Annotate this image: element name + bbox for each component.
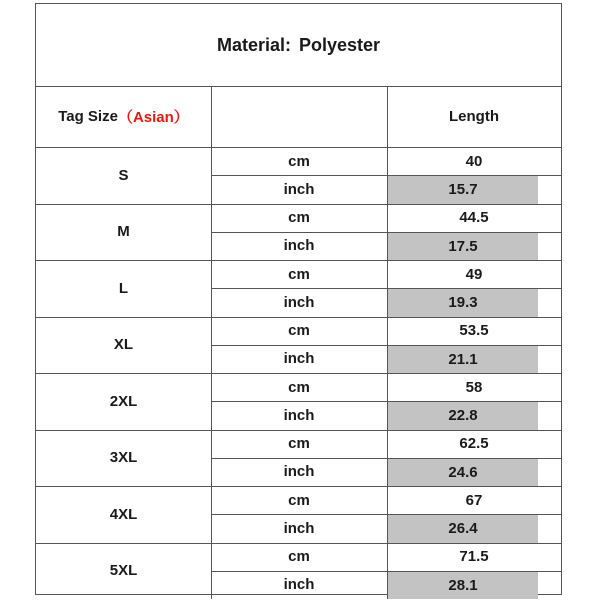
- row-mid-divider: [211, 175, 561, 176]
- length-inch-value: 17.5: [388, 233, 538, 260]
- column-divider: [387, 147, 388, 599]
- length-cm-value: 40: [465, 152, 483, 170]
- unit-inch-label: inch: [283, 350, 315, 368]
- header-divider-2: [387, 86, 388, 147]
- unit-cm-label: cm: [288, 435, 310, 453]
- tag-size-header: [36, 86, 211, 146]
- length-inch-value: 19.3: [388, 289, 538, 316]
- unit-inch-label: inch: [283, 237, 315, 255]
- unit-inch-label: inch: [283, 406, 315, 424]
- size-cell: M: [117, 223, 130, 241]
- unit-inch-label: inch: [283, 293, 315, 311]
- row-mid-divider: [211, 458, 561, 459]
- unit-cm-label: cm: [288, 378, 310, 396]
- size-cell: XL: [113, 336, 134, 354]
- length-inch-value: 21.1: [388, 346, 538, 373]
- tag-size-region: （Asian）: [117, 108, 189, 126]
- unit-cm-label: cm: [288, 491, 310, 509]
- length-cm-value: 67: [465, 491, 483, 509]
- size-cell: 2XL: [109, 392, 138, 410]
- column-divider: [211, 147, 212, 599]
- row-mid-divider: [211, 514, 561, 515]
- unit-cm-label: cm: [288, 322, 310, 340]
- length-cm-value: 44.5: [459, 209, 489, 227]
- unit-cm-label: cm: [288, 265, 310, 283]
- row-mid-divider: [211, 232, 561, 233]
- unit-cm-label: cm: [288, 548, 310, 566]
- material-title: [36, 4, 561, 87]
- size-cell: S: [118, 166, 129, 184]
- material-label: Material:: [216, 34, 291, 55]
- row-mid-divider: [211, 401, 561, 402]
- unit-inch-label: inch: [283, 180, 315, 198]
- material-value: Polyester: [298, 34, 381, 55]
- length-inch-value: 15.7: [388, 176, 538, 203]
- header-divider-1: [211, 86, 212, 147]
- unit-inch-label: inch: [283, 519, 315, 537]
- length-cm-value: 71.5: [459, 548, 489, 566]
- length-cm-value: 49: [465, 265, 483, 283]
- row-mid-divider: [211, 288, 561, 289]
- size-cell: 3XL: [109, 449, 138, 467]
- length-inch-value: 28.1: [388, 572, 538, 599]
- row-mid-divider: [211, 571, 561, 572]
- size-cell: 5XL: [109, 562, 138, 580]
- unit-inch-label: inch: [283, 463, 315, 481]
- header-row: [36, 86, 561, 148]
- unit-inch-label: inch: [283, 576, 315, 594]
- size-cell: 4XL: [109, 505, 138, 523]
- length-cm-value: 62.5: [459, 435, 489, 453]
- row-mid-divider: [211, 345, 561, 346]
- length-cm-value: 58: [465, 378, 483, 396]
- length-inch-value: 22.8: [388, 402, 538, 429]
- length-inch-value: 26.4: [388, 515, 538, 542]
- length-inch-value: 24.6: [388, 459, 538, 486]
- length-header: Length: [449, 107, 499, 125]
- size-chart-table: [35, 3, 562, 595]
- length-cm-value: 53.5: [459, 322, 489, 340]
- tag-size-label: Tag Size: [58, 107, 118, 125]
- unit-cm-label: cm: [288, 152, 310, 170]
- unit-header: [211, 86, 387, 146]
- unit-cm-label: cm: [288, 209, 310, 227]
- size-cell: L: [118, 279, 129, 297]
